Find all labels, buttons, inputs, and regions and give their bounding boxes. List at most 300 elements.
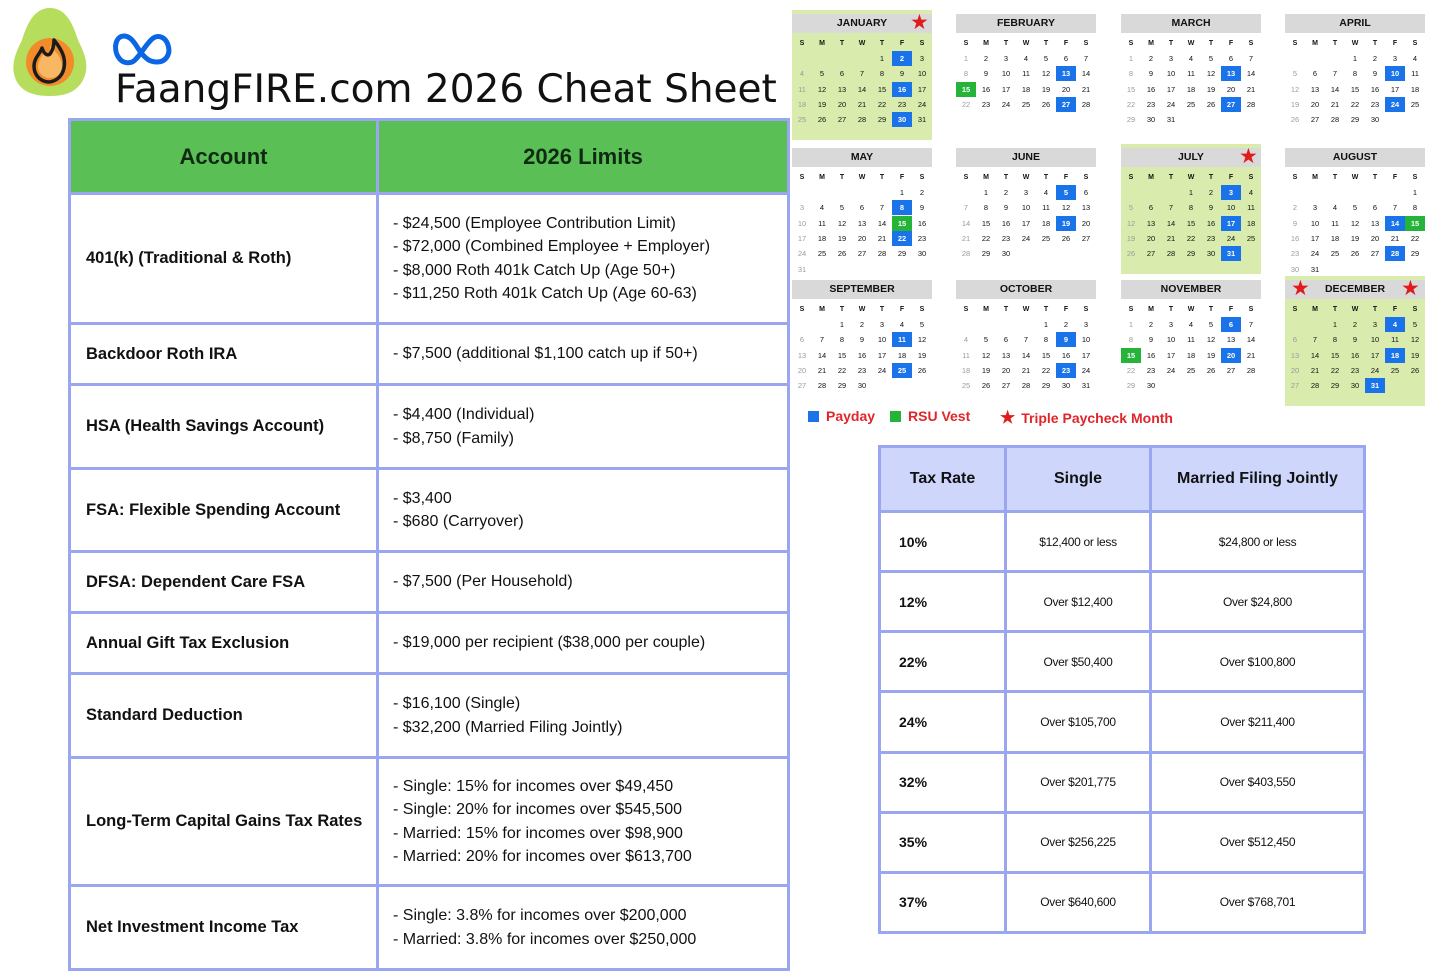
calendar-day: 21 xyxy=(877,233,887,243)
calendar-day: 17 xyxy=(1370,350,1380,360)
limit-line: - $4,400 (Individual) xyxy=(393,406,535,423)
calendar-day: 8 xyxy=(1412,203,1418,213)
triple-paycheck-star-icon: ★ xyxy=(910,11,929,34)
account-name: HSA (Health Savings Account) xyxy=(70,385,378,469)
account-name: DFSA: Dependent Care FSA xyxy=(70,552,378,613)
weekday-row xyxy=(1285,36,1425,51)
account-limits xyxy=(378,194,789,324)
week-row xyxy=(792,262,932,277)
empty-day xyxy=(792,317,812,332)
empty-day xyxy=(872,185,892,200)
calendar-day: 1 xyxy=(879,54,885,63)
calendar-day: 29 xyxy=(981,249,991,259)
calendar-day: 20 xyxy=(1001,365,1011,375)
empty-day xyxy=(1141,185,1161,200)
weekday-label: T xyxy=(839,40,845,47)
calendar-day: 3 xyxy=(1372,320,1378,329)
calendar-day: 16 xyxy=(1001,218,1011,228)
calendar-day: 2 xyxy=(919,188,925,197)
calendar-day: 13 xyxy=(1226,335,1236,345)
calendar-day: 17 xyxy=(1390,84,1400,94)
calendar-day: 28 xyxy=(1246,99,1256,109)
limits-row xyxy=(70,552,789,613)
weekday-label: S xyxy=(919,40,925,47)
calendar-day: 24 xyxy=(877,365,887,375)
payday-day: 5 xyxy=(1056,185,1076,200)
calendar-day: 2 xyxy=(1003,188,1009,197)
weekday-label: S xyxy=(1292,174,1298,181)
weekday-label: F xyxy=(1392,174,1398,181)
calendar-day: 7 xyxy=(1392,203,1398,213)
calendar-day: 18 xyxy=(1021,84,1031,94)
empty-day xyxy=(1365,185,1385,200)
tax-rate: 37% xyxy=(880,872,1006,932)
calendar-day: 30 xyxy=(1350,381,1360,391)
calendar-day: 12 xyxy=(981,350,991,360)
calendar-day: 25 xyxy=(1390,365,1400,375)
weekday-label: F xyxy=(1228,306,1234,313)
weekday-label: T xyxy=(839,306,845,313)
legend-rsu-vest xyxy=(890,408,970,424)
calendar-day: 9 xyxy=(1372,69,1378,79)
weekday-label: T xyxy=(839,174,845,181)
account-limits xyxy=(378,552,789,613)
week-row xyxy=(792,66,932,81)
weekday-row xyxy=(1285,302,1425,317)
calendar-day: 12 xyxy=(1350,218,1360,228)
calendar-day: 5 xyxy=(1208,320,1214,329)
calendar-day: 18 xyxy=(1186,350,1196,360)
calendar-day: 1 xyxy=(839,320,845,329)
calendar-day: 19 xyxy=(1206,84,1216,94)
weekday-label: F xyxy=(1063,306,1069,313)
weekday-label: T xyxy=(1332,174,1338,181)
limit-line: - $8,000 Roth 401k Catch Up (Age 50+) xyxy=(393,261,676,279)
month-march xyxy=(1121,10,1261,140)
calendar-day: 9 xyxy=(919,203,925,213)
calendar-day: 6 xyxy=(1083,188,1089,197)
week-row xyxy=(1121,97,1261,112)
weekday-label: W xyxy=(1351,174,1359,181)
calendar-day: 6 xyxy=(839,69,845,79)
calendar-day: 22 xyxy=(1041,365,1051,375)
limit-line: - Married: 20% for incomes over $613,700 xyxy=(393,848,692,865)
calendar-day: 29 xyxy=(877,115,887,125)
month-name: JANUARY xyxy=(792,14,932,33)
calendar-day: 28 xyxy=(961,249,971,259)
weekday-label: T xyxy=(1208,174,1214,181)
weekday-label: S xyxy=(1248,174,1254,181)
calendar-day: 16 xyxy=(1146,84,1156,94)
calendar-day: 21 xyxy=(1081,84,1091,94)
month-may xyxy=(792,144,932,274)
limits-row xyxy=(70,886,789,970)
calendar-day: 12 xyxy=(1206,69,1216,79)
month-july xyxy=(1121,144,1261,274)
week-row xyxy=(1121,378,1261,393)
calendar-day: 13 xyxy=(1146,218,1156,228)
payday-calendar-2026 xyxy=(788,10,1448,402)
calendar-day: 1 xyxy=(983,188,989,197)
calendar-day: 23 xyxy=(1350,365,1360,375)
limits-row xyxy=(70,613,789,674)
weekday-label: M xyxy=(1312,40,1318,47)
tax-rate: 12% xyxy=(880,572,1006,632)
payday-day: 17 xyxy=(1221,216,1241,231)
limit-line: - Single: 20% for incomes over $545,500 xyxy=(393,801,683,818)
account-limits xyxy=(378,674,789,758)
calendar-day: 14 xyxy=(961,218,971,228)
calendar-day: 1 xyxy=(1128,320,1134,329)
calendar-day: 24 xyxy=(1370,365,1380,375)
weekday-label: M xyxy=(819,40,825,47)
calendar-day: 23 xyxy=(857,365,867,375)
tax-rate: 10% xyxy=(880,512,1006,572)
calendar-day: 14 xyxy=(1081,69,1091,79)
limit-line: - $11,250 Roth 401k Catch Up (Age 60-63) xyxy=(393,285,697,302)
weekday-label: S xyxy=(1128,40,1134,47)
weekday-label: S xyxy=(1292,306,1298,313)
calendar-day: 11 xyxy=(1022,69,1030,79)
tax-row xyxy=(880,632,1365,692)
calendar-day: 24 xyxy=(917,99,927,109)
weekday-label: T xyxy=(1003,40,1009,47)
week-row xyxy=(956,185,1096,200)
weekday-label: T xyxy=(1372,306,1378,313)
rsu-swatch-icon xyxy=(890,411,901,422)
tax-row xyxy=(880,812,1365,872)
calendar-day: 23 xyxy=(917,233,927,243)
payday-day: 23 xyxy=(1056,363,1076,378)
month-september xyxy=(792,276,932,406)
account-name: Backdoor Roth IRA xyxy=(70,324,378,385)
calendar-day: 29 xyxy=(1410,249,1420,259)
calendar-day: 21 xyxy=(1021,365,1031,375)
calendar-day: 15 xyxy=(1041,350,1051,360)
week-row xyxy=(792,216,932,231)
calendar-day: 18 xyxy=(1246,218,1256,228)
calendar-day: 29 xyxy=(837,381,847,391)
calendar-day: 22 xyxy=(1350,99,1360,109)
calendar-day: 13 xyxy=(1310,84,1320,94)
week-row xyxy=(956,332,1096,347)
calendar-day: 7 xyxy=(1248,54,1254,63)
calendar-day: 19 xyxy=(817,99,827,109)
month-name: JUNE xyxy=(956,148,1096,167)
payday-day: 4 xyxy=(1385,317,1405,332)
calendar-day: 12 xyxy=(837,218,847,228)
week-row xyxy=(1285,262,1425,277)
empty-day xyxy=(1305,185,1325,200)
meta-infinity-logo-icon xyxy=(111,28,173,68)
calendar-day: 10 xyxy=(1001,69,1011,79)
account-limits xyxy=(378,613,789,674)
calendar-day: 5 xyxy=(1128,203,1134,213)
calendar-day: 11 xyxy=(1331,218,1339,228)
calendar-day: 11 xyxy=(1187,335,1195,345)
limit-line: - Single: 15% for incomes over $49,450 xyxy=(393,777,674,795)
calendar-day: 26 xyxy=(917,365,927,375)
tax-row xyxy=(880,572,1365,632)
week-row xyxy=(792,348,932,363)
calendar-day: 25 xyxy=(1021,99,1031,109)
week-row xyxy=(1285,378,1425,393)
calendar-day: 6 xyxy=(799,335,805,345)
weekday-label: T xyxy=(879,40,885,47)
calendar-day: 28 xyxy=(1021,381,1031,391)
calendar-day: 2 xyxy=(1063,320,1069,329)
week-row xyxy=(792,332,932,347)
calendar-day: 16 xyxy=(1206,218,1216,228)
calendar-day: 31 xyxy=(1081,381,1091,391)
calendar-day: 28 xyxy=(1166,249,1176,259)
calendar-day: 27 xyxy=(837,115,847,125)
week-row xyxy=(1121,231,1261,246)
calendar-day: 5 xyxy=(839,203,845,213)
page-title: FaangFIRE.com 2026 Cheat Sheet xyxy=(115,67,777,112)
weekday-label: S xyxy=(1128,306,1134,313)
empty-day xyxy=(812,185,832,200)
calendar-day: 3 xyxy=(1392,54,1398,63)
calendar-day: 2 xyxy=(1148,320,1154,329)
empty-day xyxy=(1285,317,1305,332)
calendar-day: 20 xyxy=(1146,233,1156,243)
calendar-day: 12 xyxy=(1410,335,1420,345)
weekday-label: S xyxy=(1412,174,1418,181)
weekday-label: W xyxy=(858,174,866,181)
week-row xyxy=(956,231,1096,246)
calendar-day: 26 xyxy=(981,381,991,391)
month-name: MARCH xyxy=(1121,14,1261,33)
payday-day: 6 xyxy=(1221,317,1241,332)
calendar-day: 22 xyxy=(961,99,971,109)
calendar-day: 25 xyxy=(797,115,807,125)
tax-rate: 35% xyxy=(880,812,1006,872)
calendar-day: 20 xyxy=(857,233,867,243)
weekday-label: M xyxy=(1312,306,1318,313)
calendar-day: 6 xyxy=(1003,335,1009,345)
month-name: OCTOBER xyxy=(956,280,1096,299)
calendar-day: 26 xyxy=(1061,233,1071,243)
weekday-label: T xyxy=(1372,174,1378,181)
tax-row xyxy=(880,752,1365,812)
calendar-day: 15 xyxy=(1126,84,1136,94)
payday-day: 22 xyxy=(892,231,912,246)
empty-day xyxy=(1345,185,1365,200)
weekday-row xyxy=(792,170,932,185)
calendar-day: 28 xyxy=(817,381,827,391)
calendar-day: 14 xyxy=(1246,335,1256,345)
calendar-day: 21 xyxy=(857,99,867,109)
calendar-day: 11 xyxy=(798,84,806,94)
weekday-label: T xyxy=(1168,40,1174,47)
calendar-day: 5 xyxy=(1352,203,1358,213)
weekday-label: W xyxy=(1022,306,1030,313)
calendar-day: 11 xyxy=(1411,69,1419,79)
month-name: SEPTEMBER xyxy=(792,280,932,299)
calendar-day: 7 xyxy=(963,203,969,213)
calendar-day: 13 xyxy=(857,218,867,228)
week-row xyxy=(792,185,932,200)
weekday-label: F xyxy=(1063,174,1069,181)
calendar-day: 21 xyxy=(1390,233,1400,243)
month-name: NOVEMBER xyxy=(1121,280,1261,299)
month-april xyxy=(1285,10,1425,140)
calendar-day: 11 xyxy=(962,350,970,360)
weekday-label: W xyxy=(1351,40,1359,47)
calendar-day: 14 xyxy=(877,218,887,228)
triple-paycheck-star-icon: ★ xyxy=(1239,145,1258,168)
weekday-label: W xyxy=(1351,306,1359,313)
single-threshold: Over $105,700 xyxy=(1006,692,1151,752)
weekday-row xyxy=(956,302,1096,317)
calendar-day: 4 xyxy=(1248,188,1254,197)
calendar-day: 9 xyxy=(1003,203,1009,213)
calendar-day: 16 xyxy=(917,218,927,228)
limit-line: - $24,500 (Employee Contribution Limit) xyxy=(393,214,676,232)
week-row xyxy=(1285,231,1425,246)
weekday-label: S xyxy=(1083,40,1089,47)
calendar-day: 8 xyxy=(879,69,885,79)
payday-day: 31 xyxy=(1221,246,1241,261)
week-row xyxy=(1121,332,1261,347)
tax-row xyxy=(880,692,1365,752)
calendar-day: 21 xyxy=(817,365,827,375)
week-row xyxy=(792,378,932,393)
calendar-day: 21 xyxy=(961,233,971,243)
calendar-day: 15 xyxy=(877,84,887,94)
calendar-day: 29 xyxy=(1350,115,1360,125)
weekday-label: S xyxy=(1412,306,1418,313)
calendar-day: 29 xyxy=(1126,381,1136,391)
week-row xyxy=(1285,332,1425,347)
tax-brackets-table xyxy=(878,445,1366,934)
empty-day xyxy=(956,317,976,332)
calendar-day: 5 xyxy=(819,69,825,79)
calendar-day: 13 xyxy=(1370,218,1380,228)
calendar-day: 25 xyxy=(961,381,971,391)
account-limits xyxy=(378,469,789,552)
weekday-label: T xyxy=(1043,174,1049,181)
payday-day: 14 xyxy=(1385,216,1405,231)
calendar-day: 28 xyxy=(1330,115,1340,125)
rsu-vest-day: 15 xyxy=(892,216,912,231)
calendar-day: 27 xyxy=(1001,381,1011,391)
calendar-day: 14 xyxy=(1310,350,1320,360)
calendar-day: 30 xyxy=(917,249,927,259)
weekday-label: S xyxy=(919,306,925,313)
calendar-day: 27 xyxy=(1310,115,1320,125)
calendar-day: 30 xyxy=(857,381,867,391)
calendar-day: 15 xyxy=(1186,218,1196,228)
empty-day xyxy=(792,51,812,66)
calendar-day: 11 xyxy=(1391,335,1399,345)
calendar-day: 22 xyxy=(1186,233,1196,243)
married-threshold: Over $24,800 xyxy=(1151,572,1365,632)
calendar-day: 9 xyxy=(1292,218,1298,228)
calendar-day: 1 xyxy=(963,54,969,63)
weekday-label: M xyxy=(1312,174,1318,181)
calendar-day: 2 xyxy=(1292,203,1298,213)
calendar-day: 31 xyxy=(917,115,927,125)
calendar-day: 26 xyxy=(1041,99,1051,109)
calendar-day: 11 xyxy=(1042,203,1050,213)
tax-row xyxy=(880,512,1365,572)
week-row xyxy=(956,66,1096,81)
limits-row xyxy=(70,758,789,886)
calendar-day: 24 xyxy=(797,249,807,259)
week-row xyxy=(1121,66,1261,81)
calendar-day: 1 xyxy=(1188,188,1194,197)
week-row xyxy=(956,348,1096,363)
limit-line: - $72,000 (Combined Employee + Employer) xyxy=(393,238,711,255)
calendar-day: 24 xyxy=(1166,365,1176,375)
calendar-day: 10 xyxy=(917,69,927,79)
empty-day xyxy=(792,185,812,200)
empty-day xyxy=(852,51,872,66)
week-row xyxy=(1121,82,1261,97)
weekday-label: M xyxy=(819,306,825,313)
calendar-day: 13 xyxy=(797,350,807,360)
rsu-vest-day: 15 xyxy=(1121,348,1141,363)
limit-line: - $7,500 (additional $1,100 catch up if 50+) xyxy=(393,345,698,363)
calendar-day: 25 xyxy=(817,249,827,259)
month-name: DECEMBER xyxy=(1285,280,1425,299)
calendar-day: 25 xyxy=(1041,233,1051,243)
calendar-day: 9 xyxy=(983,69,989,79)
payday-day: 27 xyxy=(1221,97,1241,112)
weekday-row xyxy=(1121,302,1261,317)
weekday-label: S xyxy=(963,174,969,181)
empty-day xyxy=(812,51,832,66)
weekday-label: W xyxy=(1022,174,1030,181)
star-icon: ★ xyxy=(1000,408,1016,427)
calendar-day: 9 xyxy=(1352,335,1358,345)
triple-paycheck-star-icon: ★ xyxy=(1401,277,1420,300)
calendar-day: 19 xyxy=(837,233,847,243)
weekday-label: W xyxy=(1187,306,1195,313)
calendar-day: 28 xyxy=(1081,99,1091,109)
calendar-day: 16 xyxy=(1061,350,1071,360)
calendar-day: 16 xyxy=(1350,350,1360,360)
week-row xyxy=(956,51,1096,66)
limits-row xyxy=(70,469,789,552)
calendar-day: 7 xyxy=(859,69,865,79)
calendar-day: 25 xyxy=(1186,365,1196,375)
calendar-day: 14 xyxy=(1330,84,1340,94)
calendar-day: 29 xyxy=(1041,381,1051,391)
legend-payday-label: Payday xyxy=(826,408,876,424)
empty-day xyxy=(1016,317,1036,332)
empty-day xyxy=(832,51,852,66)
calendar-day: 4 xyxy=(1023,54,1029,63)
limits-row xyxy=(70,194,789,324)
calendar-day: 16 xyxy=(981,84,991,94)
calendar-day: 2 xyxy=(1352,320,1358,329)
single-threshold: Over $12,400 xyxy=(1006,572,1151,632)
calendar-day: 2 xyxy=(983,54,989,63)
calendar-day: 20 xyxy=(797,365,807,375)
weekday-label: S xyxy=(963,306,969,313)
calendar-day: 27 xyxy=(1370,249,1380,259)
calendar-day: 21 xyxy=(1330,99,1340,109)
legend-payday xyxy=(808,408,875,424)
calendar-day: 26 xyxy=(1290,115,1300,125)
calendar-day: 26 xyxy=(1206,365,1216,375)
empty-day xyxy=(1325,185,1345,200)
payday-day: 10 xyxy=(1385,66,1405,81)
weekday-label: M xyxy=(983,174,989,181)
